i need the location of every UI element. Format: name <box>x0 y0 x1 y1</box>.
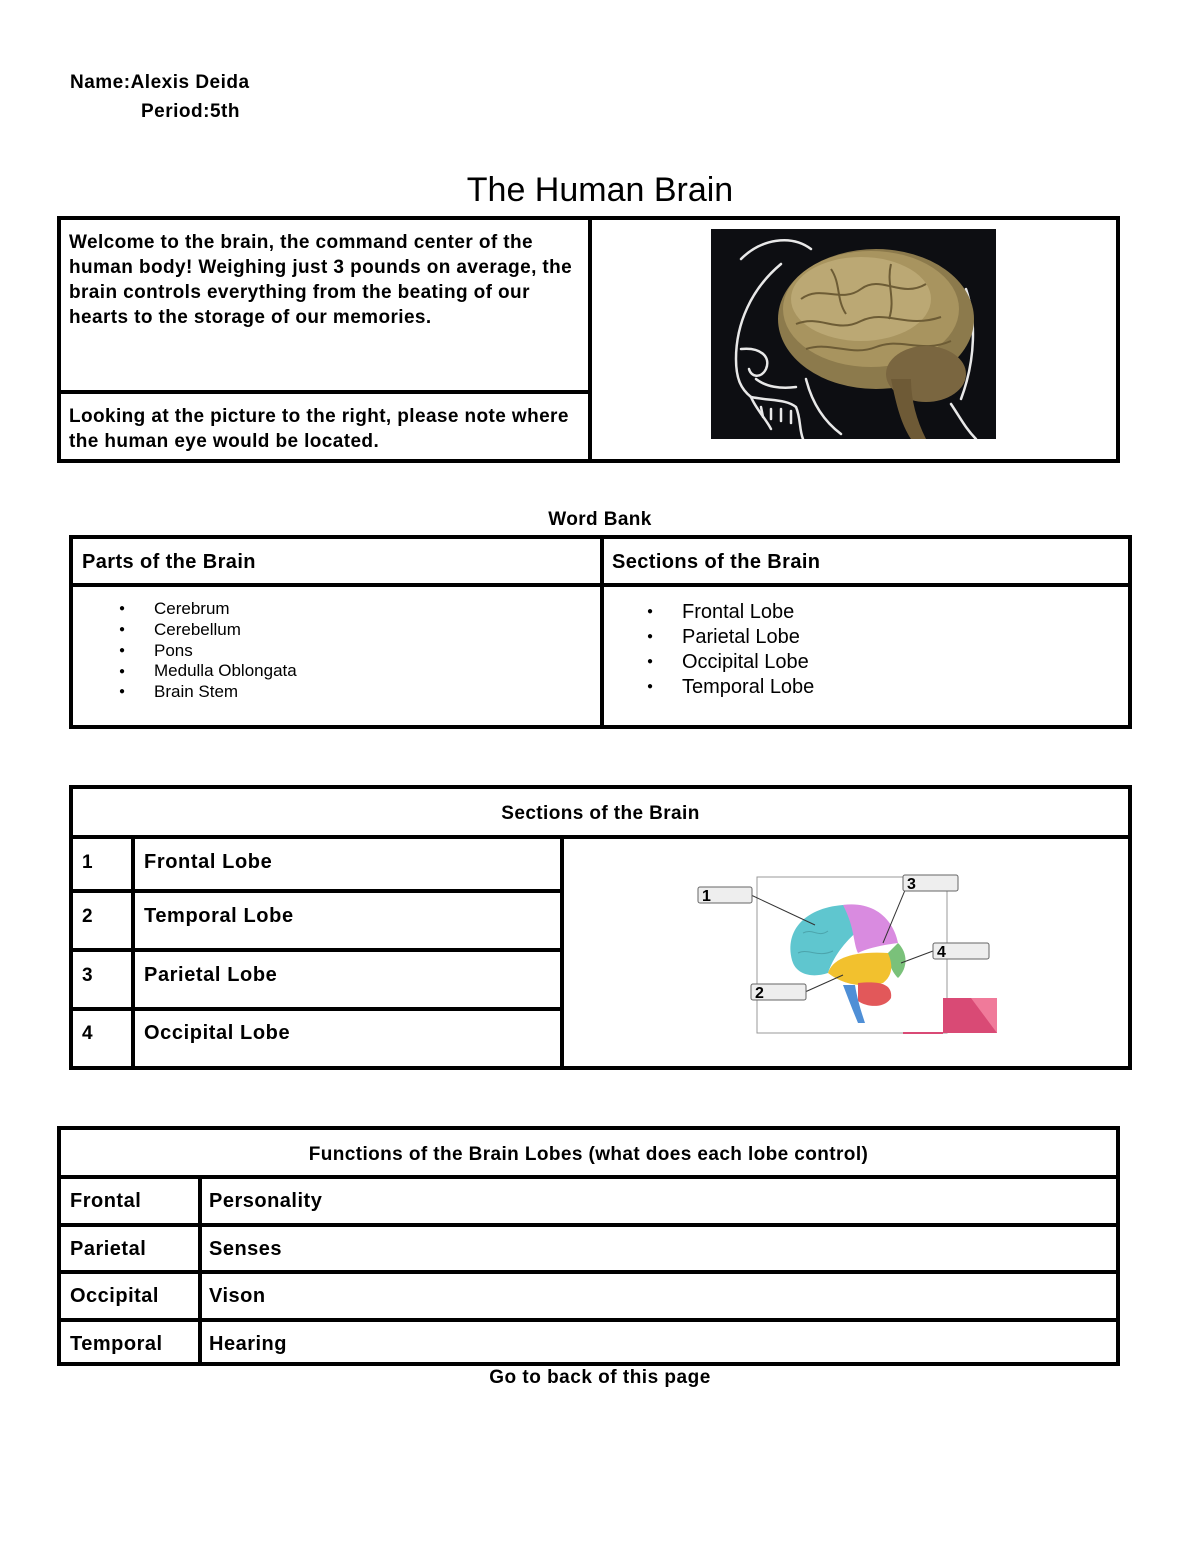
lobe-name: Occipital <box>70 1285 159 1307</box>
list-item: ● Temporal Lobe <box>647 675 814 700</box>
diagram-label-4: 4 <box>937 944 946 961</box>
word-bank-table <box>69 535 1132 729</box>
lobe-function: Hearing <box>209 1333 287 1355</box>
functions-caption: Functions of the Brain Lobes (what does each lobe control) <box>308 1144 869 1165</box>
row-number: 2 <box>82 906 93 927</box>
intro-paragraph: Welcome to the brain, the command center of the human body! Weighing just 3 pounds on average, the brain controls everything from the beating of our hearts to the storage of our memories. <box>69 232 573 328</box>
diagram-label-2: 2 <box>755 985 764 1002</box>
list-item: ● Pons <box>119 641 297 662</box>
lobe-name: Temporal Lobe <box>144 905 294 927</box>
row-number: 1 <box>82 852 93 873</box>
lobe-function: Senses <box>209 1238 283 1260</box>
row-number: 4 <box>82 1023 93 1044</box>
parts-header: Parts of the Brain <box>82 551 256 573</box>
list-item: ● Brain Stem <box>119 682 297 703</box>
list-item: ● Cerebrum <box>119 599 297 620</box>
intro-instruction: Looking at the picture to the right, please note where the human eye would be located. <box>69 406 569 452</box>
list-item: ● Occipital Lobe <box>647 650 814 675</box>
brain-lobes-diagram <box>693 873 1003 1038</box>
lobe-name: Parietal Lobe <box>144 964 278 986</box>
sections-list <box>647 600 814 700</box>
lobe-name: Frontal Lobe <box>144 851 273 873</box>
parts-list <box>119 599 297 703</box>
sections-caption: Sections of the Brain <box>501 803 700 824</box>
list-item: ● Frontal Lobe <box>647 600 814 625</box>
lobe-name: Parietal <box>70 1238 147 1260</box>
intro-box <box>57 216 1120 463</box>
page-title: The Human Brain <box>466 171 734 209</box>
list-item: ● Medulla Oblongata <box>119 661 297 682</box>
diagram-label-3: 3 <box>907 876 916 893</box>
diagram-label-1: 1 <box>702 888 711 905</box>
sections-table <box>69 785 1132 1070</box>
lobe-name: Occipital Lobe <box>144 1022 291 1044</box>
lobe-function: Personality <box>209 1190 323 1212</box>
lobe-name: Temporal <box>70 1333 163 1355</box>
sections-header: Sections of the Brain <box>612 551 821 573</box>
student-name: Name:Alexis Deida <box>70 72 250 93</box>
lobe-name: Frontal <box>70 1190 142 1212</box>
row-number: 3 <box>82 965 93 986</box>
list-item: ● Cerebellum <box>119 620 297 641</box>
brain-skull-photo <box>711 229 996 439</box>
lobe-function: Vison <box>209 1285 266 1307</box>
functions-table <box>57 1126 1120 1366</box>
word-bank-title: Word Bank <box>548 509 652 530</box>
footer-note: Go to back of this page <box>489 1367 711 1388</box>
list-item: ● Parietal Lobe <box>647 625 814 650</box>
class-period: Period:5th <box>141 101 240 122</box>
